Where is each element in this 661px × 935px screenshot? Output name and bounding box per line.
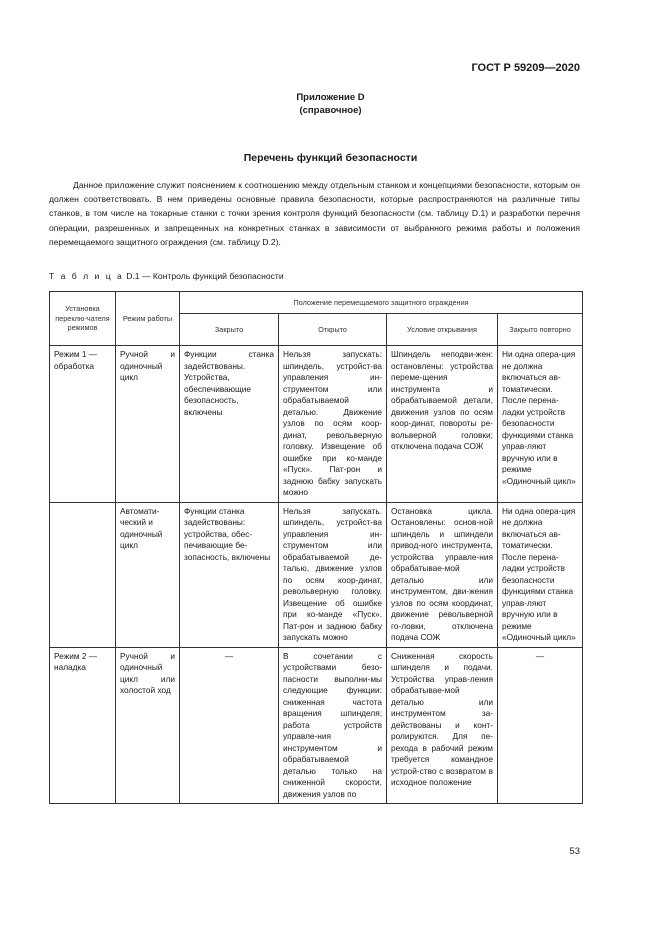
header-opening-condition: Условие открывания — [387, 314, 498, 346]
table-row — [50, 502, 583, 647]
appendix-heading — [0, 91, 661, 117]
standard-number: ГОСТ Р 59209—2020 — [471, 62, 580, 74]
cell-opening-condition: Остановка цикла. Остановлены: основ-ной шпиндель и шпиндели привод-ного инструмента, устройства управле-ния обрабатывае-мой деталью или инструментом, дви-жения узлов по осям координат, движение револьверной го-ловки, отключена подача СОЖ — [387, 502, 498, 647]
intro-paragraph — [49, 178, 580, 249]
safety-functions-table — [49, 291, 583, 804]
header-closed: Закрыто — [180, 314, 279, 346]
cell-selector: Режим 1 — обработка — [50, 346, 116, 503]
cell-opening-condition: Шпиндель неподви-жен: остановлены: устройства переме-щения инструмента и обрабатываемой детали, движения узлов по осям коор-динат, повороты ре-вольверной головки; отключена подача СОЖ — [387, 346, 498, 503]
cell-selector: Режим 2 — наладка — [50, 647, 116, 804]
cell-reclosed: Ни одна опера-ция не должна включаться ав-томатически. После перена-ладки устройств безопасности функциями станка управ-ляют вручную или в режиме «Одиночный цикл» — [498, 346, 583, 503]
cell-open: Нельзя запускать. шпиндель, устройст-ва управления ин-струментом или обрабатываемой де-талью, движение узлов по осям коор-динат, револьверную головку. Извещение об ошибке при ко-манде «Пуск». Пат-рон и заднюю бабку запускать можно — [279, 502, 387, 647]
table-caption — [49, 271, 284, 281]
table-caption-label: Т а б л и ц а — [49, 271, 124, 281]
page-number: 53 — [569, 846, 580, 857]
table-row — [50, 346, 583, 503]
cell-open: В сочетании с устройствами безо-пасности выполни-мы следующие функции: сниженная частота вращения шпинделя; работа устройств управле-ния инструментом и обрабатываемой деталью только на сниженной скорости, движения узлов по — [279, 647, 387, 804]
header-reclosed: Закрыто повторно — [498, 314, 583, 346]
header-guard-position: Положение перемещаемого защитного ограждения — [180, 292, 583, 314]
appendix-title: Приложение D — [296, 92, 365, 103]
cell-reclosed: Ни одна опера-ция не должна включаться ав-томатически. После перена-ладки устройств безопасности функциями станка управ-ляют вручную или в режиме «Одиночный цикл» — [498, 502, 583, 647]
cell-mode: Ручной и одиночный цикл или холостой ход — [116, 647, 180, 804]
cell-mode: Автомати-ческий и одиночный цикл — [116, 502, 180, 647]
cell-closed: — — [180, 647, 279, 804]
cell-mode: Ручной и одиночный цикл — [116, 346, 180, 503]
cell-opening-condition: Сниженная скорость шпинделя и подачи. Устройства управ-ления обрабатывае-мой деталью или инструментом за-действованы и конт-ролируются. Для пе-рехода в рабочий режим требуется командное устрой-ство с возвратом в исходное положение — [387, 647, 498, 804]
header-selector: Установка переклю-чателя режимов — [50, 292, 116, 346]
cell-reclosed: — — [498, 647, 583, 804]
header-mode: Режим работы — [116, 292, 180, 346]
appendix-subtitle: (справочное) — [299, 105, 362, 116]
header-open: Открыто — [279, 314, 387, 346]
table-caption-text: D.1 — Контроль функций безопасности — [126, 271, 284, 281]
intro-text: Данное приложение служит пояснением к соотношению между отдельным станком и концепциями безопасности, которым он должен соответствовать. В нем приведены основные правила безопасности, которые распространяются на различные типы станков, в том числе на токарные станки с точки зрения контроля функций безопасности (см. таблицу D.1) и разработки перечня операции, разрешенных и запрещенных на конкретных станках в зависимости от выбранного режима работы и положения перемещаемого защитного ограждения (см. таблицу D.2). — [49, 180, 580, 247]
table-row — [50, 647, 583, 804]
cell-closed: Функции станка задействованы. Устройства, обеспечивающие безопасность, включены — [180, 346, 279, 503]
cell-selector — [50, 502, 116, 647]
section-heading: Перечень функций безопасности — [243, 152, 418, 164]
cell-open: Нельзя запускать: шпиндель, устройст-ва управления ин-струментом или обрабатываемой деталью. Движение узлов по осям коор-динат, револьверную головку. Извещение об ошибке при ко-манде «Пуск». Пат-рон и заднюю бабку запускать можно — [279, 346, 387, 503]
cell-closed: Функции станка задействованы: устройства, обес-печивающие бе-зопасность, включены — [180, 502, 279, 647]
